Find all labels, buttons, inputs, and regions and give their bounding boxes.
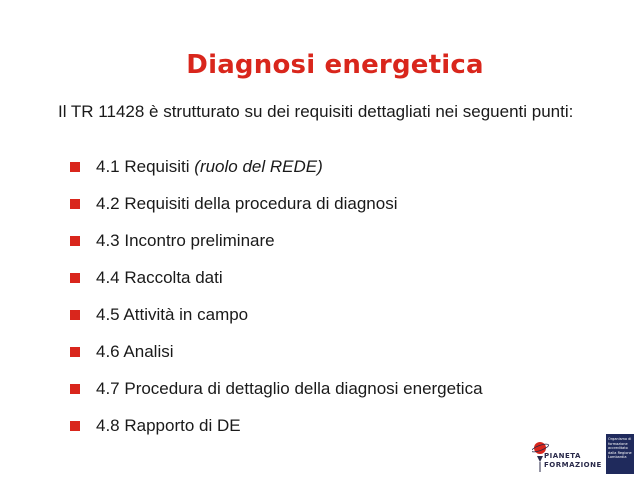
bullet-item	[70, 370, 483, 407]
bullet-list	[70, 148, 483, 444]
square-bullet-icon	[70, 199, 80, 209]
accreditation-badge	[606, 434, 634, 474]
bullet-text: 4.4 Raccolta dati	[96, 268, 223, 287]
bullet-item	[70, 333, 483, 370]
bullet-text: 4.3 Incontro preliminare	[96, 231, 275, 250]
square-bullet-icon	[70, 421, 80, 431]
slide-title: Diagnosi energetica	[186, 50, 484, 80]
bullet-item	[70, 185, 483, 222]
accreditation-text: Organismo di formazione accreditato dalla Regione Lombardia	[608, 437, 632, 459]
bullet-text: 4.8 Rapporto di DE	[96, 416, 241, 435]
square-bullet-icon	[70, 347, 80, 357]
bullet-text: 4.5 Attività in campo	[96, 305, 249, 324]
pianeta-formazione-logo	[532, 432, 636, 476]
square-bullet-icon	[70, 236, 80, 246]
bullet-item	[70, 407, 483, 444]
logo-mark	[532, 432, 606, 476]
bullet-item	[70, 148, 483, 185]
bullet-text: 4.1 Requisiti	[96, 157, 195, 176]
logo-line-2: FORMAZIONE	[544, 461, 602, 469]
bullet-text: 4.2 Requisiti della procedura di diagnosi	[96, 194, 398, 213]
bullet-item	[70, 222, 483, 259]
square-bullet-icon	[70, 273, 80, 283]
square-bullet-icon	[70, 384, 80, 394]
square-bullet-icon	[70, 162, 80, 172]
bullet-item	[70, 296, 483, 333]
logo-line-1: PIANETA	[544, 452, 581, 460]
bullet-text: 4.7 Procedura di dettaglio della diagnosi energetica	[96, 379, 483, 398]
bullet-text: 4.6 Analisi	[96, 342, 174, 361]
intro-text: Il TR 11428 è strutturato su dei requisiti dettagliati nei seguenti punti:	[58, 102, 574, 121]
bullet-item	[70, 259, 483, 296]
bullet-italic-text: (ruolo del REDE)	[194, 157, 323, 176]
square-bullet-icon	[70, 310, 80, 320]
